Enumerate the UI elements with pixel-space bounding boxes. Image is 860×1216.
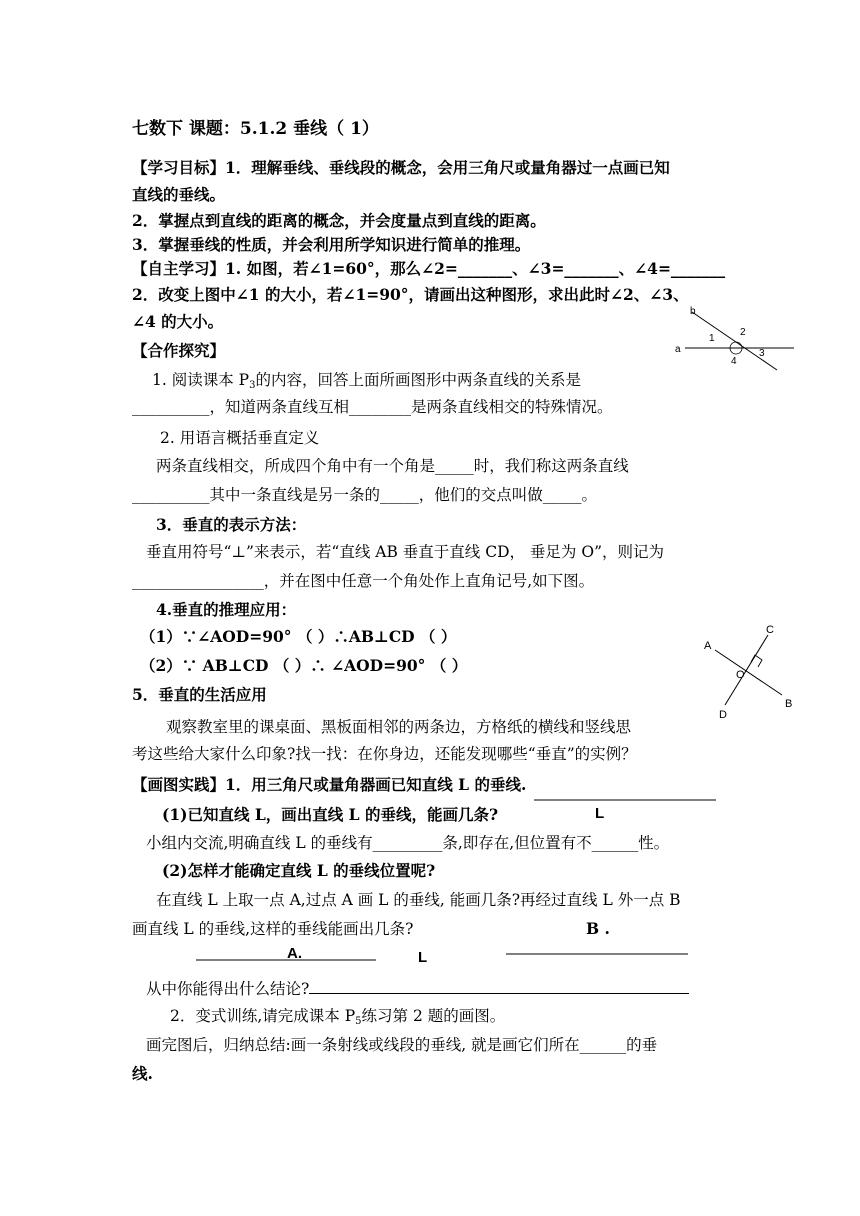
line-L-figure: [530, 792, 730, 822]
cooperation-3-line-2: _________________，并在图中任意一个角处作上直角记号,如下图。: [132, 572, 595, 590]
learning-goal-2: 2．掌握点到直线的距离的概念，并会度量点到直线的距离。: [132, 211, 546, 230]
drawing-1-discussion: 小组内交流,明确直线 L 的垂线有_________条,即存在,但位置有不______性。: [146, 834, 670, 852]
cooperation-2-line-2: __________其中一条直线是另一条的_____，他们的交点叫做_____。: [132, 486, 598, 504]
cooperation-3-line-1: 垂直用符号“⊥”来表示，若“直线 AB 垂直于直线 CD， 垂足为 O”，则记为: [146, 543, 664, 561]
cooperation-1-line-1: 1. 阅读课本 $P_3$的内容，回答上面所画图形中两条直线的关系是: [152, 371, 581, 391]
label-L: L: [418, 949, 428, 966]
drawing-practice-heading: 【画图实践】1．用三角尺或量角器画已知直线 L 的垂线.: [132, 775, 527, 794]
label-4: 4: [731, 356, 737, 367]
cooperation-4-heading: 4.垂直的推理应用：: [156, 600, 297, 619]
right-angle-mark: [751, 655, 762, 667]
self-study-2-line-2: ∠4 的大小。: [132, 312, 224, 331]
label-O: O: [736, 669, 745, 681]
label-A: A: [704, 640, 712, 652]
summary-line-1: 画完图后，归纳总结:画一条射线或线段的垂线, 就是画它们所在______的垂: [146, 1036, 658, 1054]
label-C: C: [766, 624, 774, 636]
label-L: L: [595, 805, 605, 822]
drawing-2-line-2: 画直线 L 的垂线,这样的垂线能画出几条?: [132, 920, 414, 938]
section-5-line-1: 观察教室里的课桌面、黑板面相邻的两条边，方格纸的横线和竖线思: [166, 718, 632, 736]
angle-figure: [672, 303, 802, 367]
cooperation-1-line-2: __________，知道两条直线互相________是两条直线相交的特殊情况。: [132, 398, 613, 416]
learning-goal-3: 3．掌握垂线的性质，并会利用所学知识进行简单的推理。: [132, 235, 531, 254]
page-title: 七数下 课题：5.1.2 垂线（ 1）: [132, 119, 379, 139]
label-b: b: [690, 306, 696, 317]
self-study-1: 【自主学习】1. 如图，若∠1=60°，那么∠2=_______、∠3=_______、∠4=_______: [132, 259, 726, 278]
point-B-label: B .: [586, 919, 610, 938]
label-1: 1: [709, 333, 715, 344]
line-cd: [725, 635, 768, 705]
summary-line-2: 线.: [132, 1064, 153, 1083]
line-ab: [715, 650, 782, 695]
drawing-2: (2)怎样才能确定直线 L 的垂线位置呢?: [162, 861, 436, 880]
section-5-line-2: 考这些给大家什么印象?找一找：在你身边，还能发现哪些“垂直”的实例？: [132, 745, 637, 763]
label-2: 2: [740, 327, 746, 338]
cooperation-3-heading: 3．垂直的表示方法：: [156, 515, 307, 534]
label-a: a: [675, 344, 681, 355]
conclusion-question: 从中你能得出什么结论?: [146, 978, 689, 999]
label-3: 3: [759, 348, 765, 359]
perpendicular-figure: [700, 620, 800, 720]
label-A: A.: [287, 945, 302, 962]
label-B: B: [785, 698, 793, 710]
reasoning-2: （2）∵ AB⊥CD （ ）∴ ∠AOD=90° （ ）: [140, 656, 468, 675]
line-L-point-A-figure: [190, 942, 790, 972]
cooperation-2-line-1: 两条直线相交，所成四个角中有一个角是_____时，我们称这两条直线: [156, 457, 629, 475]
self-study-2-line-1: 2．改变上图中∠1 的大小，若∠1=90°，请画出这种图形，求出此时∠2、∠3、: [132, 285, 689, 304]
section-5-heading: 5．垂直的生活应用: [132, 685, 267, 704]
cooperation-heading: 【合作探究】: [132, 341, 226, 360]
learning-goal-line-1: 【学习目标】1．理解垂线、垂线段的概念，会用三角尺或量角器过一点画已知: [132, 158, 670, 177]
reasoning-1: （1）∵∠AOD=90° （ ）∴AB⊥CD （ ）: [140, 627, 457, 646]
drawing-1: (1)已知直线 L，画出直线 L 的垂线，能画几条?: [162, 805, 499, 824]
variation-exercise: 2．变式训练,请完成课本 $P_5$练习第 2 题的画图。: [170, 1007, 506, 1027]
learning-goal-line-2: 直线的垂线。: [132, 185, 226, 204]
conclusion-answer-line[interactable]: [309, 978, 689, 994]
drawing-2-line-1: 在直线 L 上取一点 A,过点 A 画 L 的垂线, 能画几条?再经过直线 L 外一点 B: [156, 891, 681, 909]
cooperation-2-heading: 2. 用语言概括垂直定义: [160, 429, 320, 447]
label-D: D: [719, 709, 727, 721]
angle-arc-lower: [730, 348, 742, 354]
